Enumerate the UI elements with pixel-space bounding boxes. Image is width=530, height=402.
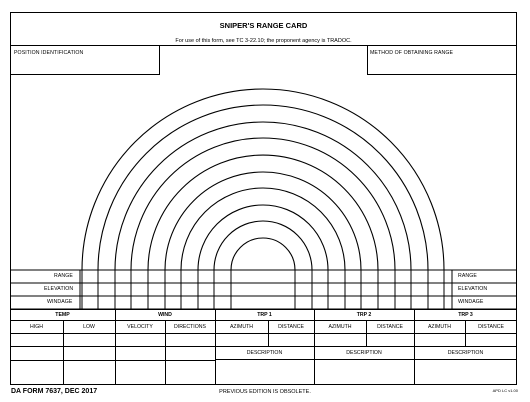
- trp2-header: TRP 2: [356, 312, 372, 318]
- temp-header: TEMP: [55, 312, 70, 318]
- range-label-left: RANGE: [54, 273, 73, 279]
- trp1-description-label: DESCRIPTION: [246, 350, 283, 356]
- version-label: APD LC v1.00: [492, 388, 518, 393]
- elevation-label-right: ELEVATION: [458, 286, 488, 292]
- trp2-distance-header: DISTANCE: [377, 324, 403, 330]
- form-subtitle: For use of this form, see TC 3-22.10; the proponent agency is TRADOC.: [175, 38, 352, 44]
- position-identification-field[interactable]: [14, 60, 154, 72]
- obsolete-note: PREVIOUS EDITION IS OBSOLETE.: [219, 389, 311, 395]
- form-number: DA FORM 7637, DEC 2017: [11, 388, 98, 395]
- temp-low-header: LOW: [83, 324, 95, 330]
- temp-high-header: HIGH: [30, 324, 43, 330]
- trp1-azimuth-header: AZIMUTH: [229, 324, 254, 330]
- form-title: SNIPER'S RANGE CARD: [219, 21, 308, 30]
- trp1-distance-header: DISTANCE: [278, 324, 304, 330]
- trp2-description-label: DESCRIPTION: [346, 350, 382, 356]
- trp1-header: TRP 1: [257, 312, 272, 318]
- wind-header: WIND: [158, 312, 172, 318]
- trp3-distance-header: DISTANCE: [478, 324, 504, 330]
- position-identification-label: POSITION IDENTIFICATION: [14, 50, 84, 56]
- windage-label-left: WINDAGE: [47, 299, 73, 305]
- method-of-obtaining-range-field[interactable]: [371, 60, 511, 72]
- wind-velocity-header: VELOCITY: [127, 324, 153, 330]
- range-label-right: RANGE: [458, 273, 477, 279]
- wind-directions-header: DIRECTIONS: [174, 324, 206, 330]
- trp3-header: TRP 3: [458, 312, 473, 318]
- method-of-obtaining-range-label: METHOD OF OBTAINING RANGE: [370, 50, 454, 56]
- elevation-label-left: ELEVATION: [44, 286, 74, 292]
- trp2-azimuth-header: AZIMUTH: [328, 324, 352, 330]
- trp3-azimuth-header: AZIMUTH: [427, 324, 452, 330]
- trp3-description-label: DESCRIPTION: [447, 350, 484, 356]
- windage-label-right: WINDAGE: [458, 299, 484, 305]
